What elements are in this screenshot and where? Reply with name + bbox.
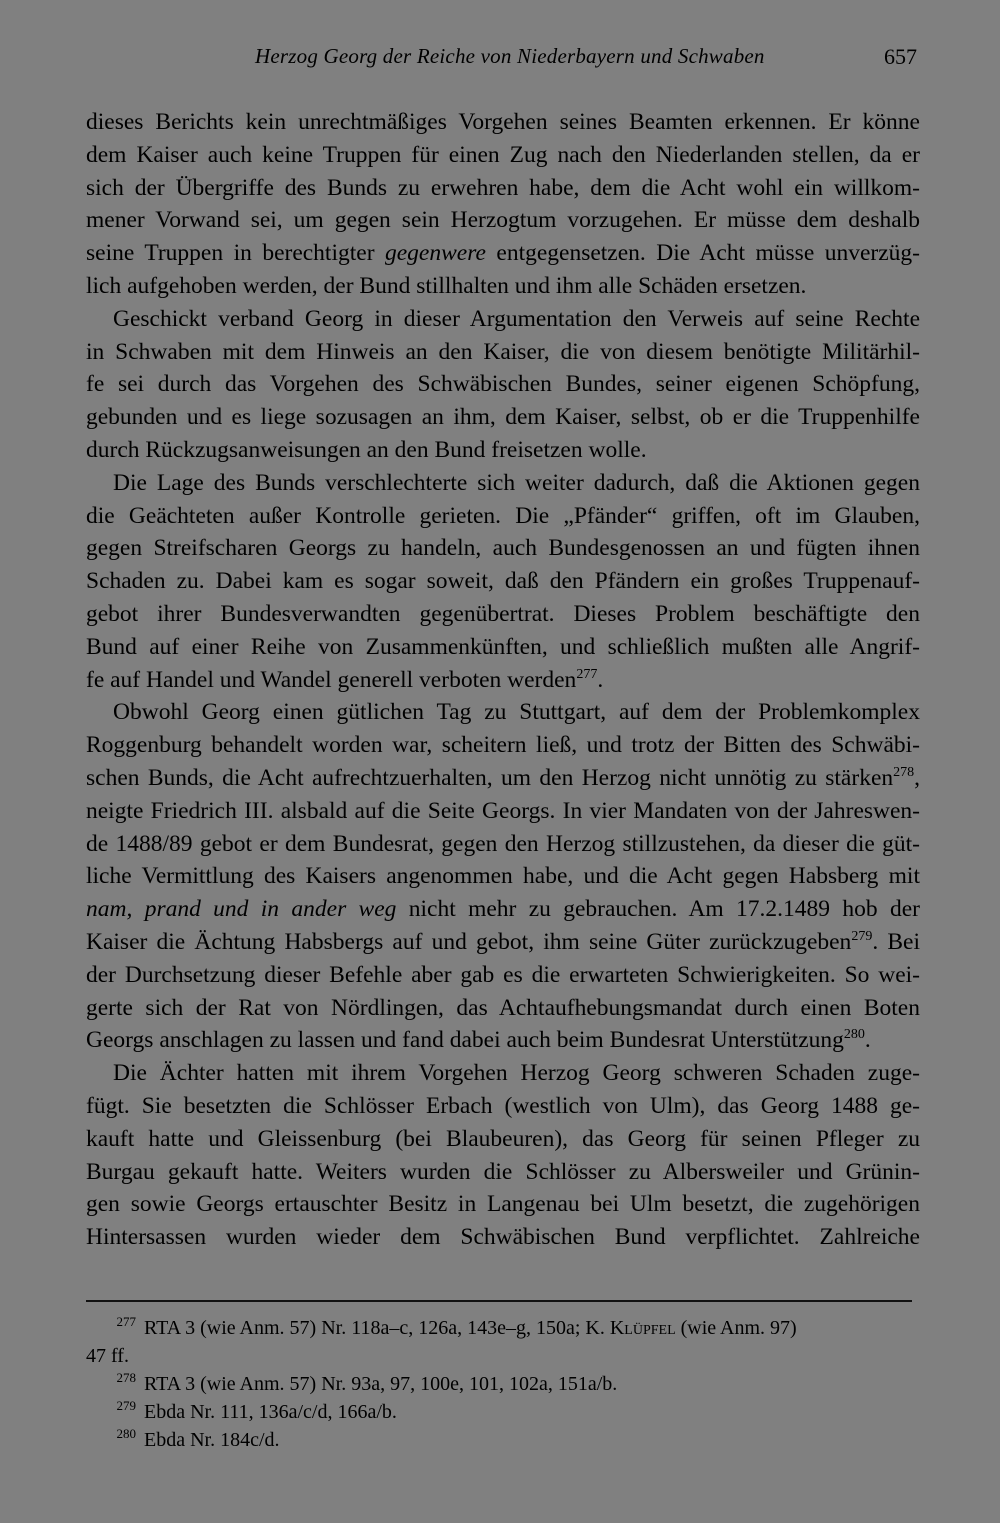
text-line: Obwohl Georg einen gütlichen Tag zu Stuttgart, auf dem der Problemkomplex <box>113 699 920 726</box>
text-line: mener Vorwand sei, um gegen sein Herzogtum vorzugehen. Er müsse dem deshalb <box>86 207 920 234</box>
footnote-277: 277 RTA 3 (wie Anm. 57) Nr. 118a–c, 126a, 143e–g, 150a; K. Klüpfel (wie Anm. 97) <box>116 1314 797 1339</box>
text-span: entgegensetzen. Die Acht müsse unverzüg- <box>485 240 920 267</box>
footnote-text: RTA 3 (wie Anm. 57) Nr. 118a–c, 126a, 143e–g, 150a; K. <box>144 1317 610 1339</box>
text-line: in Schwaben mit dem Hinweis an den Kaiser, die von diesem benötigte Militärhil- <box>86 338 920 365</box>
footnote-text: Ebda Nr. 111, 136a/c/d, 166a/b. <box>144 1401 397 1423</box>
text-span: schen Bunds, die Acht aufrechtzuerhalten, um den Herzog nicht unnötig zu stärken <box>86 764 894 791</box>
text-line: fügt. Sie besetzten die Schlösser Erbach (westlich von Ulm), das Georg 1488 ge- <box>86 1092 920 1119</box>
text-line: der Durchsetzung dieser Befehle aber gab es die erwarteten Schwierigkeiten. So wei- <box>86 961 920 988</box>
text-line <box>86 926 920 959</box>
footnote-divider <box>86 1300 912 1302</box>
text-line: Bund auf einer Reihe von Zusammenkünften, und schließlich mußten alle Angrif- <box>86 633 920 660</box>
footnote-ref[interactable]: 277 <box>576 666 598 682</box>
text-line: durch Rückzugsanweisungen an den Bund freisetzen wolle. <box>86 436 647 463</box>
text-line: Die Ächter hatten mit ihrem Vorgehen Herzog Georg schweren Schaden zuge- <box>113 1060 920 1087</box>
footnote-ref[interactable]: 279 <box>851 928 873 944</box>
text-line: sich der Übergriffe des Bunds zu erwehren habe, dem die Acht wohl ein willkom- <box>86 174 920 201</box>
text-line: Burgau gekauft hatte. Weiters wurden die Schlösser zu Albersweiler und Grünin- <box>86 1158 920 1185</box>
text-line: de 1488/89 gebot er dem Bundesrat, gegen den Herzog stillzustehen, da dieser die güt- <box>86 830 920 857</box>
text-span: Kaiser die Ächtung Habsbergs auf und gebot, ihm seine Güter zurückzugeben <box>86 928 852 955</box>
text-line: dieses Berichts kein unrechtmäßiges Vorgehen seines Beamten erkennen. Er könne <box>86 109 920 135</box>
text-line <box>86 762 920 795</box>
running-title: Herzog Georg der Reiche von Niederbayern und Schwaben <box>255 44 765 68</box>
text-span: . <box>597 666 604 693</box>
text-line <box>86 893 920 926</box>
text-span: seine Truppen in berechtigter <box>86 240 385 267</box>
text-line: Roggenburg behandelt worden war, scheitern ließ, und trotz der Bitten des Schwäbi- <box>86 732 920 759</box>
text-line: neigte Friedrich III. alsbald auf die Seite Georgs. In vier Mandaten von der Jahreswen- <box>86 797 920 824</box>
text-span: Georgs anschlagen zu lassen und fand dabei auch beim Bundesrat Unterstützung <box>86 1027 844 1054</box>
footnote-continuation: 47 ff. <box>86 1345 129 1367</box>
footnote-text: Ebda Nr. 184c/d. <box>144 1429 280 1451</box>
text-line <box>86 664 920 697</box>
text-line: gebot ihrer Bundesverwandten gegenübertrat. Dieses Problem beschäftigte den <box>86 600 920 627</box>
text-span: fe auf Handel und Wandel generell verboten werden <box>86 666 577 693</box>
footnote-278: 278 RTA 3 (wie Anm. 57) Nr. 93a, 97, 100e, 101, 102a, 151a/b. <box>116 1370 618 1395</box>
italic-term: nam, prand und in ander weg <box>86 896 397 923</box>
text-line: gebunden und es liege sozusagen an ihm, dem Kaiser, selbst, ob er die Truppenhilfe <box>86 404 920 431</box>
page-number: 657 <box>884 44 917 69</box>
footnote-text: RTA 3 (wie Anm. 57) Nr. 93a, 97, 100e, 101, 102a, 151a/b. <box>144 1373 618 1395</box>
text-line: gen sowie Georgs ertauschter Besitz in Langenau bei Ulm besetzt, die zugehörigen <box>86 1191 920 1218</box>
text-span: , <box>914 764 920 791</box>
text-line: liche Vermittlung des Kaisers angenommen habe, und die Acht gegen Habsberg mit <box>86 863 920 890</box>
footnote-text: (wie Anm. 97) <box>675 1317 797 1339</box>
italic-term: gegenwere <box>385 240 486 267</box>
text-span: . <box>864 1027 871 1054</box>
running-head <box>0 44 1000 74</box>
text-span: . Bei <box>872 928 920 955</box>
text-line <box>86 1024 920 1057</box>
footnote-280: 280 Ebda Nr. 184c/d. <box>116 1426 280 1451</box>
text-line <box>86 237 920 270</box>
author-name: Klüpfel <box>609 1317 676 1339</box>
body-text <box>86 106 920 1254</box>
footnote-279: 279 Ebda Nr. 111, 136a/c/d, 166a/b. <box>116 1398 397 1423</box>
text-line: Die Lage des Bunds verschlechterte sich weiter dadurch, daß die Aktionen gegen <box>113 469 920 496</box>
footnote-ref[interactable]: 280 <box>843 1027 865 1043</box>
text-line: gerte sich der Rat von Nördlingen, das Achtaufhebungsmandat durch einen Boten <box>86 994 920 1021</box>
text-line: fe sei durch das Vorgehen des Schwäbischen Bundes, seiner eigenen Schöpfung, <box>86 371 920 398</box>
text-line: kauft hatte und Gleissenburg (bei Blaubeuren), das Georg für seinen Pfleger zu <box>86 1125 920 1152</box>
text-line: Geschickt verband Georg in dieser Argumentation den Verweis auf seine Rechte <box>113 305 920 332</box>
text-line: Schaden zu. Dabei kam es sogar soweit, daß den Pfändern ein großes Truppenauf- <box>86 568 920 595</box>
footnotes <box>86 1314 912 1454</box>
footnote-ref[interactable]: 278 <box>893 764 915 780</box>
text-line: gegen Streifscharen Georgs zu handeln, auch Bundesgenossen an und fügten ihnen <box>86 535 920 562</box>
text-line: die Geächteten außer Kontrolle gerieten. Die „Pfänder“ griffen, oft im Glauben, <box>86 502 920 529</box>
text-span: nicht mehr zu gebrauchen. Am 17.2.1489 hob der <box>396 896 920 923</box>
text-line: lich aufgehoben werden, der Bund stillhalten und ihm alle Schäden ersetzen. <box>86 272 807 299</box>
text-line: dem Kaiser auch keine Truppen für einen Zug nach den Niederlanden stellen, da er <box>86 141 920 168</box>
text-line: Hintersassen wurden wieder dem Schwäbischen Bund verpflichtet. Zahlreiche <box>86 1224 920 1251</box>
